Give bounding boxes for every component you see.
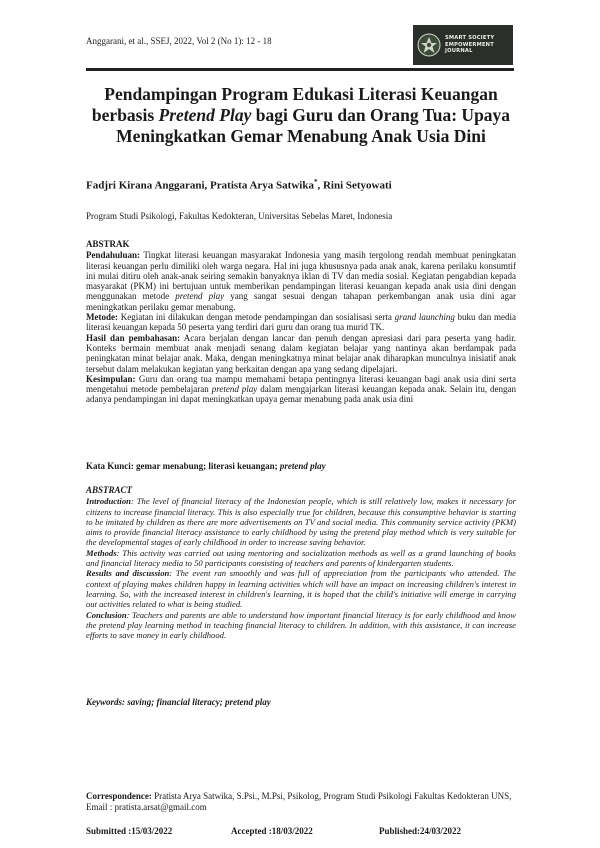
- submitted-date: Submitted :15/03/2022: [86, 826, 173, 836]
- journal-logo-text: [445, 35, 494, 54]
- paragraph-text: Kegiatan ini dilakukan dengan metode pendampingan dan sosialisasi serta: [117, 312, 395, 323]
- title-text: bagi Guru dan Orang Tua: Upaya: [251, 105, 511, 125]
- logo-line-2: EMPOWERMENT: [445, 41, 494, 48]
- accepted-date: Accepted :18/03/2022: [231, 826, 313, 836]
- section-label: Introduction: [86, 496, 131, 507]
- title-line-3: Meningkatkan Gemar Menabung Anak Usia Dini: [116, 126, 486, 146]
- section-label: Methods: [86, 547, 117, 558]
- author-list: [86, 178, 516, 192]
- correspondence-text: Pratista Arya Satwika, S.Psi., M.Psi, Psikolog, Program Studi Psikologi Fakultas Kedokteran UNS, Email : pratista.arsat@gmail.com: [86, 791, 512, 812]
- abstract-conclusion: [86, 610, 516, 641]
- journal-logo: [413, 25, 513, 65]
- paragraph-text: : This activity was carried out using mentoring and socialization methods as well as a grand launching of books and financial literacy media to 50 participants consisting of teachers and parents of kindergarten students.: [86, 547, 516, 569]
- abstract-introduction: [86, 496, 516, 547]
- italic-term: pretend play: [211, 384, 258, 395]
- section-label: Metode:: [86, 312, 118, 323]
- abstrak-hasil: [86, 333, 516, 374]
- affiliation: Program Studi Psikologi, Fakultas Kedokteran, Universitas Sebelas Maret, Indonesia: [86, 211, 393, 221]
- italic-term: pretend play: [279, 461, 326, 471]
- paragraph-text: buku dan media literasi keuangan kepada 50 peserta yang terdiri dari guru dan orang tua murid TK.: [86, 312, 516, 333]
- italic-term: grand launching: [394, 312, 455, 323]
- journal-citation: Anggarani, et al., SSEJ, 2022, Vol 2 (No 1): 12 - 18: [86, 36, 272, 46]
- abstrak-pendahuluan: [86, 250, 516, 312]
- title-text: berbasis: [91, 105, 159, 125]
- keywords-text: Kata Kunci: gemar menabung; literasi keuangan;: [86, 461, 280, 471]
- abstract-methods: [86, 548, 516, 569]
- paragraph-text: : The event ran smoothly and was full of appreciation from the participants who attended. The context of playing makes children happy in learning activities which will have an impact on increasing children's interest in learning. So, with the increased interest in children's learning, it is hoped that the child's initiative will emerge in carrying out activities related to what is being studied.: [86, 568, 516, 610]
- abstrak-section: [86, 239, 516, 405]
- section-label: Pendahuluan:: [86, 250, 141, 261]
- title-line-2: [86, 105, 516, 126]
- paragraph-text: Tingkat literasi keuangan masyarakat Indonesia yang masih tergolong rendah membuat peningkatan literasi keuangan perlu dimiliki oleh warga negara. Hal ini juga khususnya pada anak anak, karena perilaku konsumtif ini mulai ditiru oleh anak-anak seiring semakin banyaknya iklan di TV dan media sosial. Kegiatan pengabdian kepada masyarakat (PKM) ini bertujuan untuk memberikan pendampingan literasi keuangan kepada anak usia dini dengan menggunakan metode: [86, 250, 516, 302]
- correspondence: [86, 791, 516, 813]
- logo-line-3: JOURNAL: [445, 48, 473, 55]
- section-label: Kesimpulan:: [86, 373, 136, 384]
- corresponding-mark: *: [313, 178, 318, 186]
- paragraph-text: Guru dan orang tua mampu memahami betapa pentingnya literasi keuangan bagi anak usia dini serta mengetahui metode pembelajaran: [86, 373, 516, 395]
- keywords: Keywords: saving; financial literacy; pretend play: [86, 697, 271, 707]
- italic-term: pretend play: [175, 291, 225, 302]
- header-rule: [86, 68, 514, 71]
- title-italic: Pretend Play: [158, 105, 252, 125]
- section-label: Results and discussion: [86, 568, 170, 579]
- section-label: Hasil dan pembahasan:: [86, 332, 181, 343]
- abstract-heading: ABSTRACT: [86, 485, 133, 495]
- author-names: , Rini Setyowati: [317, 179, 392, 192]
- paragraph-text: dalam mengajarkan literasi keuangan kepada anak. Selain itu, dengan adanya pendampingan ini dapat meningkatkan upaya gemar menabung pada anak usia dini: [86, 384, 516, 405]
- correspondence-label: Correspondence:: [86, 791, 152, 801]
- kata-kunci: [86, 461, 516, 471]
- abstract-section: [86, 485, 516, 640]
- logo-line-1: SMART SOCIETY: [445, 35, 495, 42]
- journal-emblem-icon: [417, 33, 441, 57]
- abstrak-kesimpulan: [86, 374, 516, 405]
- abstrak-heading: ABSTRAK: [86, 239, 130, 249]
- author-names: Fadjri Kirana Anggarani, Pratista Arya Satwika: [86, 179, 314, 192]
- paragraph-text: yang sangat sesuai dengan tahapan perkembangan anak usia dini agar meningkatkan perilaku gemar menabung.: [86, 291, 517, 312]
- title-line-1: Pendampingan Program Edukasi Literasi Keuangan: [104, 84, 498, 104]
- published-date: Published:24/03/2022: [379, 826, 462, 836]
- paragraph-text: Acara berjalan dengan lancar dan penuh dengan apresiasi dari para peserta yang hadir. Konteks bermain membuat anak menjadi senang dalam kegiatan belajar yang nantinya akan berdampak pada peningkatan minat belajar anak. Maka, dengan meningkatnya minat belajar anak diharapkan munculnya inisiatif anak tersebut dalam melakukan kegiatan yang berkaitan dengan apa yang sedang dipelajari.: [86, 332, 517, 374]
- paper-title: [86, 84, 516, 147]
- paragraph-text: : Teachers and parents are able to understand how important financial literacy is for early childhood and know the pretend play learning method in teaching financial literacy to children. In addition, with this assistance, it can increase efforts to save money in early childhood.: [86, 609, 516, 641]
- abstrak-metode: [86, 312, 516, 333]
- abstract-results: [86, 568, 516, 609]
- paragraph-text: : The level of financial literacy of the Indonesian people, which is still relatively low, makes it necessary for citizens to increase financial literacy. This is also especially true for children, because this consumptive behavior is starting to be imitated by children as there are more advertisements on TV and social media. This community service activity (PKM) aims to provide financial literacy assistance to early childhood by using the pretend play method which is very suitable for the developmental stages of early childhood in order to increase saving behavior.: [86, 496, 516, 548]
- section-label: Conclusion: [86, 609, 127, 620]
